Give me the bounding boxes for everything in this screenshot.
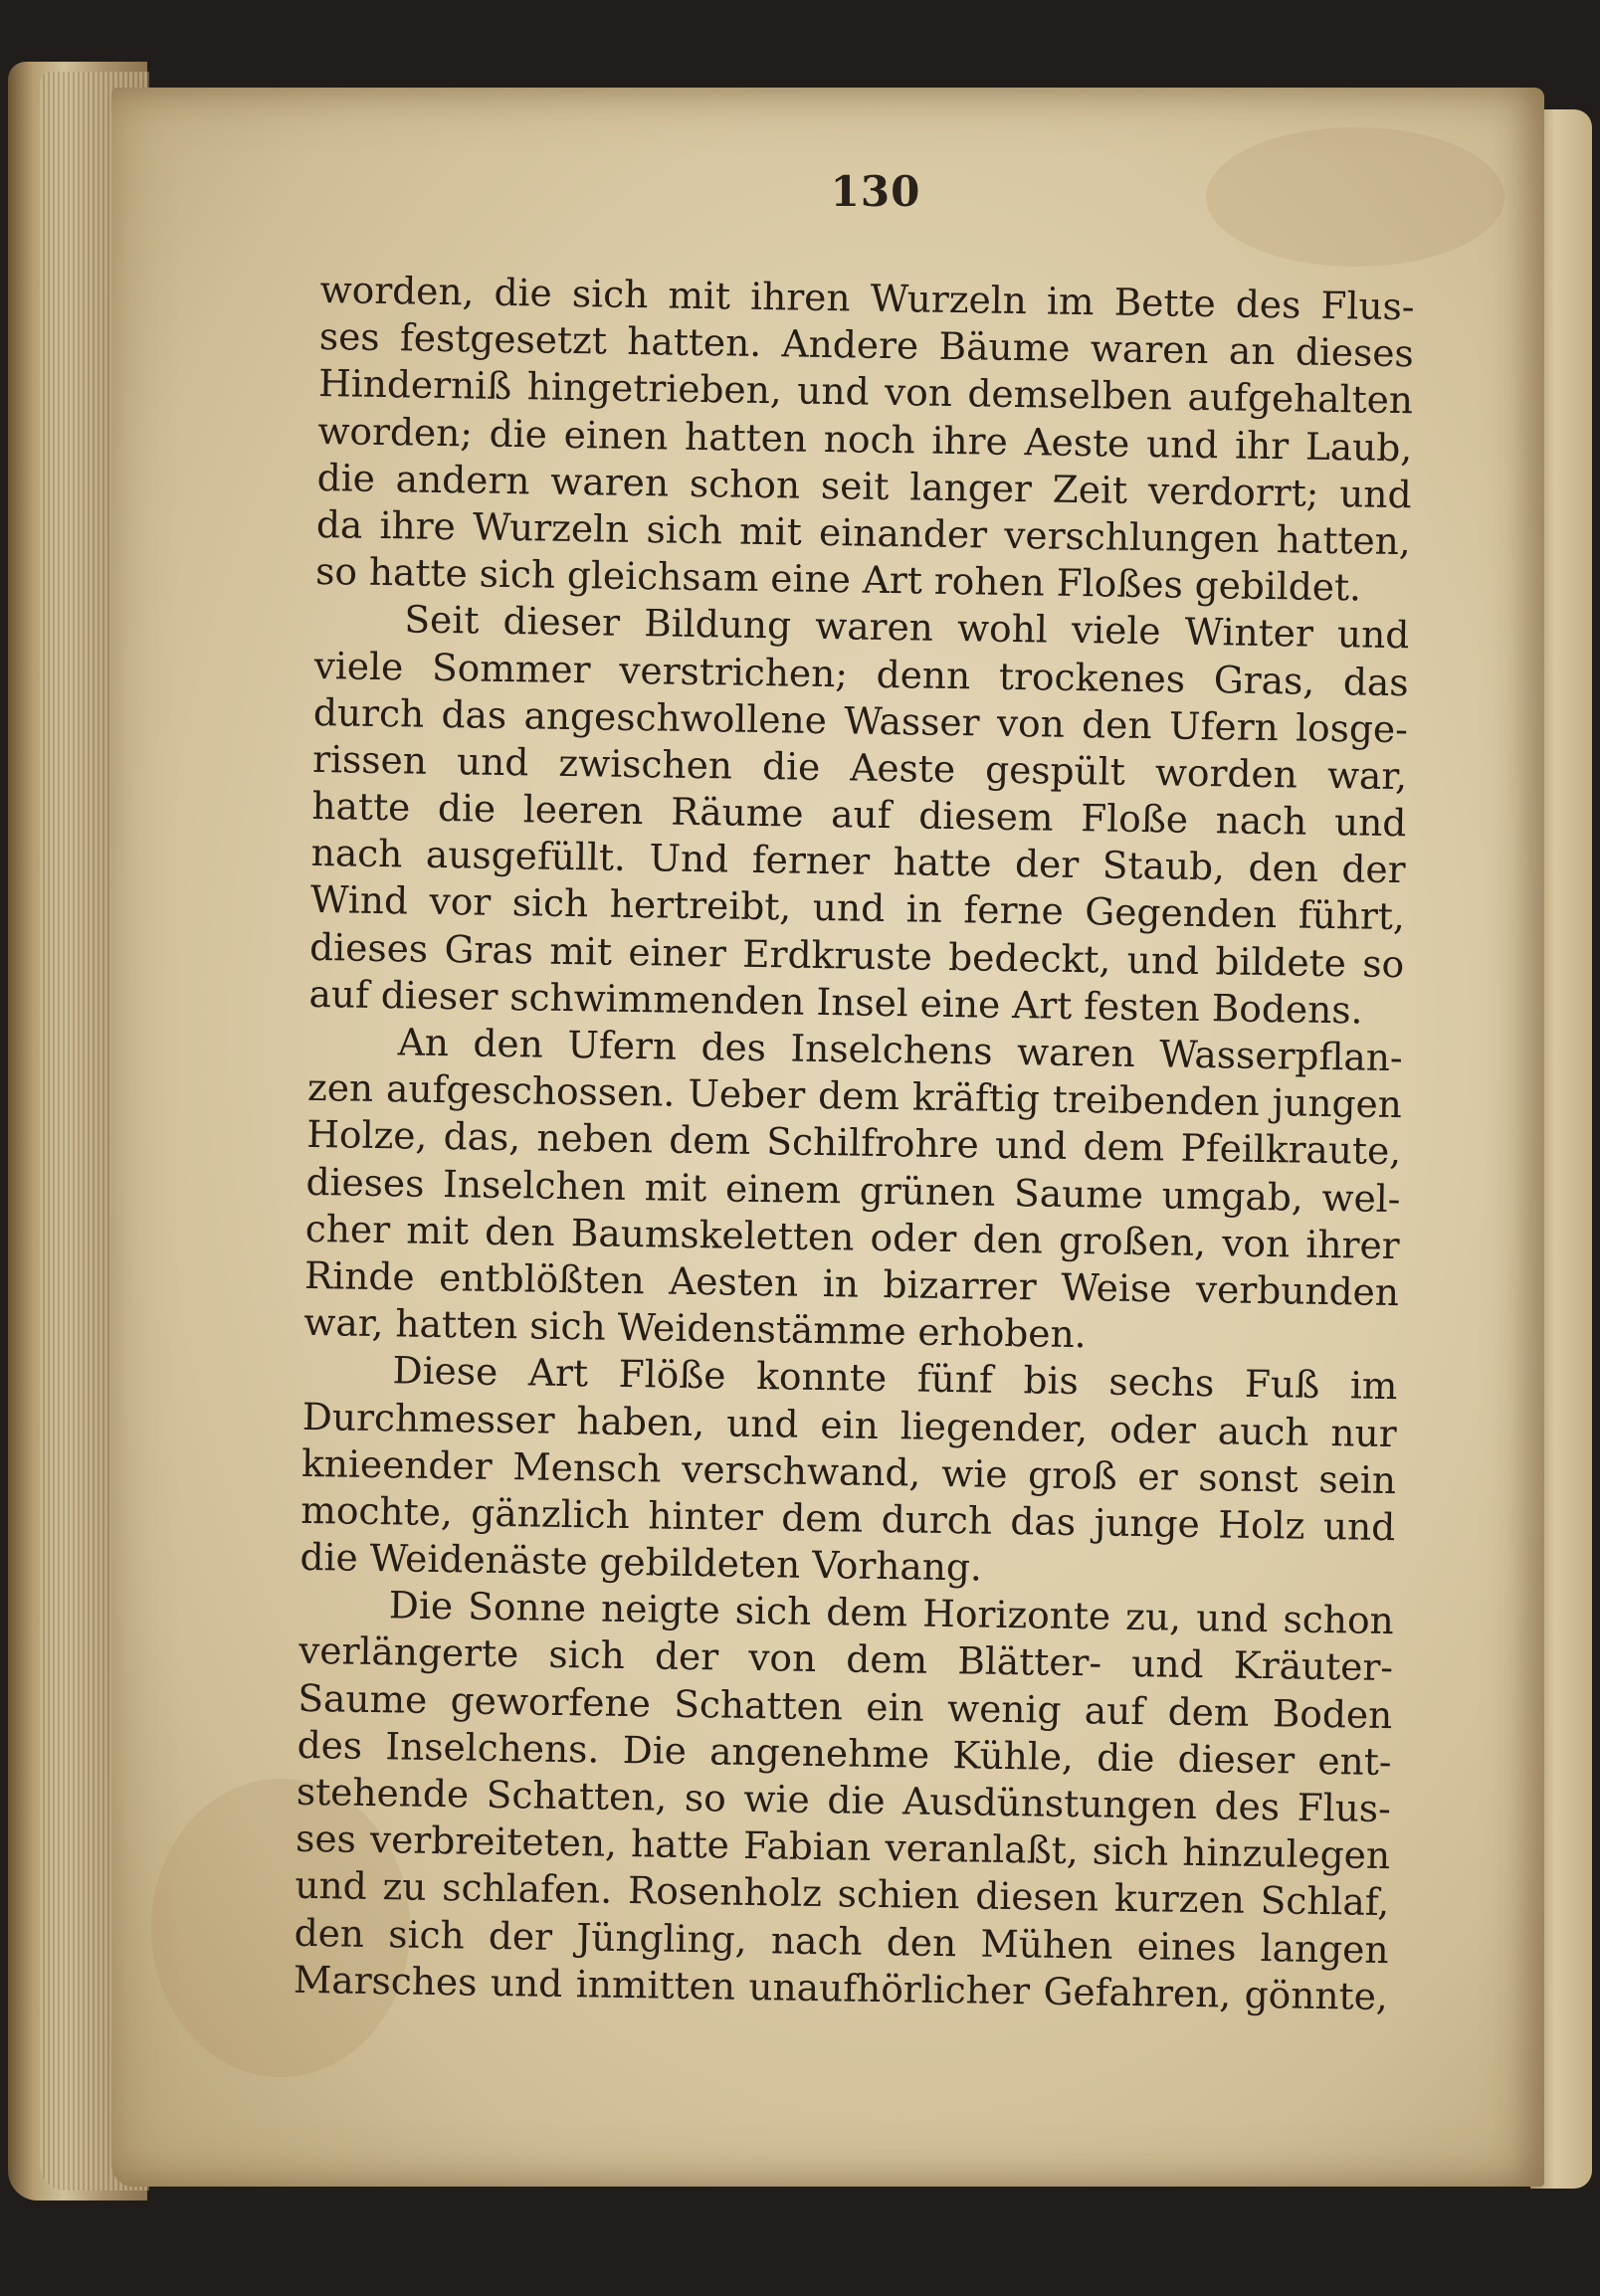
text-line: ses verbreiteten, hatte Fabian veranlaßt, sich hinzulegen (295, 1816, 1391, 1878)
text-line: dieses Inselchen mit einem grünen Saume umgab, wel- (305, 1159, 1401, 1221)
text-line: Holze, das, neben dem Schilfrohre und dem Pfeilkraute, (305, 1112, 1402, 1174)
text-line: hatte die leeren Räume auf diesem Floße nach und (311, 783, 1407, 846)
text-line: da ihre Wurzeln sich mit einander verschlungen hatten, (315, 501, 1412, 564)
text-line: Diese Art Flöße konnte fünf bis sechs Fuß im (392, 1348, 1398, 1409)
text-line: cher mit den Baumskeletten oder den großen, von ihrer (304, 1206, 1401, 1267)
text-line: dieses Gras mit einer Erdkruste bedeckt, und bildete so (308, 924, 1405, 986)
text-line: auf dieser schwimmenden Insel eine Art festen Bodens. (308, 971, 1363, 1033)
text-line: Durchmesser haben, und ein liegender, oder auch nur (301, 1394, 1398, 1455)
text-line: die andern waren schon seit langer Zeit verdorrt; und (316, 455, 1412, 516)
text-line: so hatte sich gleichsam eine Art rohen Floßes gebildet. (314, 549, 1362, 610)
text-line: Saume geworfene Schatten ein wenig auf dem Boden (298, 1675, 1393, 1737)
text-line: ses festgesetzt hatten. Andere Bäume waren an dieses (318, 314, 1415, 376)
text-line: Wind vor sich hertreibt, und in ferne Gegenden führt, (309, 877, 1406, 939)
page-number: 130 (830, 167, 921, 216)
text-line: Seit dieser Bildung waren wohl viele Winter und (404, 597, 1410, 658)
text-line: worden, die sich mit ihren Wurzeln im Bette des Flus- (319, 267, 1415, 329)
text-line: Rinde entblößten Aesten in bizarrer Weise verbunden (303, 1252, 1400, 1315)
text-line: den sich der Jüngling, nach den Mühen eines langen (294, 1910, 1389, 1972)
text-line: war, hatten sich Weidenstämme erhoben. (302, 1299, 1087, 1357)
text-line: knieender Mensch verschwand, wie groß er sonst sein (300, 1440, 1397, 1502)
text-line: und zu schlafen. Rosenholz schien diesen kurzen Schlaf, (295, 1863, 1390, 1925)
text-line: durch das angeschwollene Wasser von den Ufern losge- (312, 689, 1409, 751)
text-line: viele Sommer verstrichen; denn trockenes Gras, das (313, 643, 1409, 704)
text-line: rissen und zwischen die Aeste gespült worden war, (311, 736, 1408, 799)
text-line: stehende Schatten, so wie die Ausdünstungen des Flus- (296, 1769, 1392, 1831)
text-line: des Inselchens. Die angenehme Kühle, die dieser ent- (297, 1722, 1392, 1784)
text-line: Hinderniß hingetrieben, und von demselben aufgehalten (317, 361, 1414, 423)
text-line: nach ausgefüllt. Und ferner hatte der Staub, den der (310, 831, 1406, 892)
text-line: verlängerte sich der von dem Blätter- und Kräuter- (298, 1628, 1394, 1690)
text-line: An den Ufern des Inselchens waren Wasserpflan- (397, 1020, 1403, 1080)
text-line: worden; die einen hatten noch ihre Aeste und ihr Laub, (317, 408, 1413, 470)
text-line: mochte, gänzlich hinter dem durch das junge Holz und (300, 1487, 1396, 1549)
text-line: zen aufgeschossen. Ueber dem kräftig treibenden jungen (306, 1065, 1403, 1127)
text-line: Marsches und inmitten unaufhörlicher Gefahren, gönnte, (293, 1957, 1389, 2018)
text-line: Die Sonne neigte sich dem Horizonte zu, und schon (388, 1583, 1395, 1643)
text-line: die Weidenäste gebildeten Vorhang. (300, 1534, 983, 1590)
page-text (294, 267, 1415, 2020)
